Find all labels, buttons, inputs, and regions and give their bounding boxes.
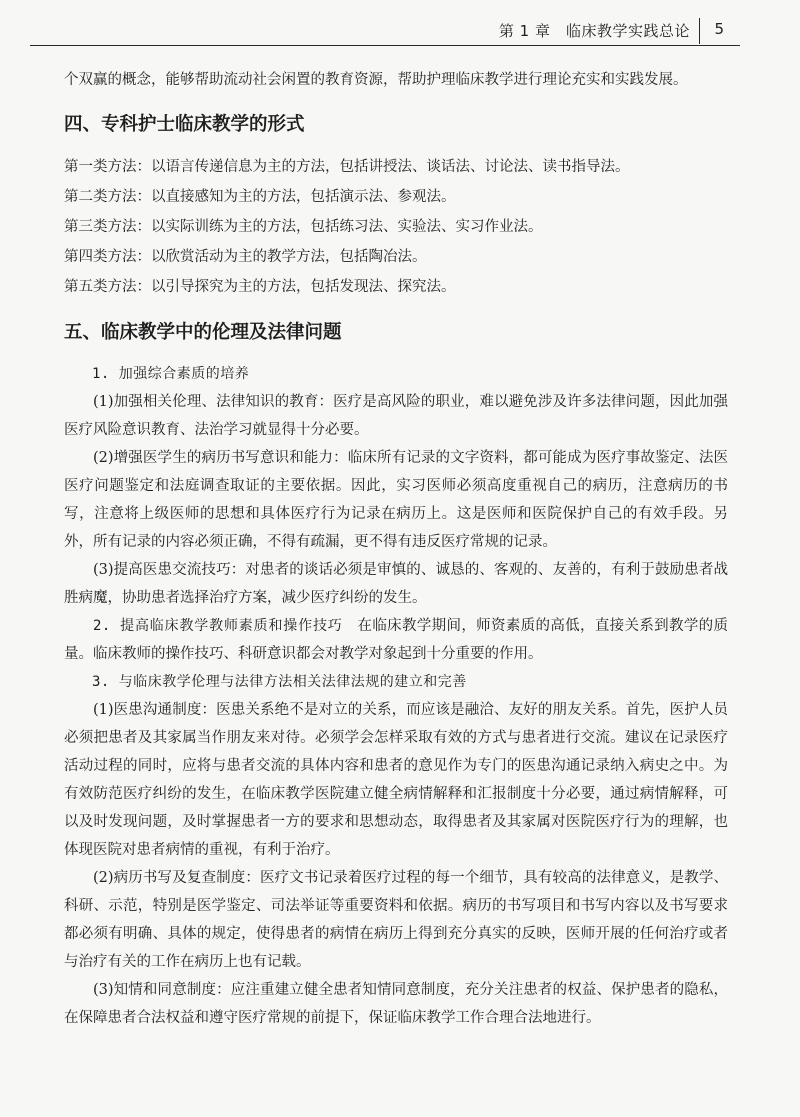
method-item: 第五类方法：以引导探究为主的方法，包括发现法、探究法。 [64, 279, 456, 295]
page-number: 5 [714, 20, 724, 38]
paragraph: (2)增强医学生的病历书写意识和能力：临床所有记录的文字资料，都可能成为医疗事故鉴定、法医医疗问题鉴定和法庭调查取证的主要依据。因此，实习医师必须高度重视自己的病历，注意病历的书写，注意将上级医师的思想和具体医疗行为记录在病历上。这是医师和医院保护自己的有效手段。另外，所有记录的内容必须正确，不得有疏漏，更不得有违反医疗常规的记录。 [64, 450, 728, 550]
header-separator [699, 18, 700, 44]
subsection-1-heading: 1. 加强综合素质的培养 [92, 366, 250, 382]
intro-paragraph: 个双赢的概念，能够帮助流动社会闲置的教育资源，帮助护理临床教学进行理论充实和实践发展。 [64, 72, 688, 88]
paragraph: (3)提高医患交流技巧：对患者的谈话必须是审慎的、诚恳的、客观的、友善的，有利于鼓励患者战胜病魔，协助患者选择治疗方案，减少医疗纠纷的发生。 [64, 562, 728, 606]
section-5-title: 五、临床教学中的伦理及法律问题 [64, 322, 342, 343]
page-body [64, 66, 728, 1032]
subsection-3-heading: 3. 与临床教学伦理与法律方法相关法律法规的建立和完善 [92, 674, 467, 690]
paragraph: (1)医患沟通制度：医患关系绝不是对立的关系，而应该是融洽、友好的朋友关系。首先，医护人员必须把患者及其家属当作朋友来对待。必须学会怎样采取有效的方式与患者进行交流。建议在记录医疗活动过程的同时，应将与患者交流的具体内容和患者的意见作为专门的医患沟通记录纳入病史之中。为有效防范医疗纠纷的发生，在临床教学医院建立健全病情解释和汇报制度十分必要，通过病情解释，可以及时发现问题，及时掌握患者一方的要求和思想动态，取得患者及其家属对医院医疗行为的理解，也体现医院对患者病情的重视，有利于治疗。 [64, 702, 728, 858]
paragraph: (2)病历书写及复查制度：医疗文书记录着医疗过程的每一个细节，具有较高的法律意义，是教学、科研、示范，特别是医学鉴定、司法举证等重要资料和依据。病历的书写项目和书写内容以及书写要求都必须有明确、具体的规定，使得患者的病情在病历上得到充分真实的反映，医师开展的任何治疗或者与治疗有关的工作在病历上也有记载。 [64, 870, 728, 970]
method-item: 第一类方法：以语言传递信息为主的方法，包括讲授法、谈话法、讨论法、读书指导法。 [64, 159, 630, 175]
section-4-title: 四、专科护士临床教学的形式 [64, 114, 305, 135]
method-item: 第四类方法：以欣赏活动为主的教学方法，包括陶冶法。 [64, 249, 427, 265]
method-item: 第二类方法：以直接感知为主的方法，包括演示法、参观法。 [64, 189, 456, 205]
paragraph: (1)加强相关伦理、法律知识的教育：医疗是高风险的职业，难以避免涉及许多法律问题，因此加强医疗风险意识教育、法治学习就显得十分必要。 [64, 394, 728, 438]
header-rule [30, 45, 740, 46]
chapter-title: 第 1 章 临床教学实践总论 [498, 22, 690, 40]
subsection-2-text: 在临床教学期间，师资素质的高低，直接关系到教学的质量。临床教师的操作技巧、科研意识都会对教学对象起到十分重要的作用。 [64, 618, 729, 662]
subsection-2-paragraph [64, 612, 728, 668]
subsection-2-heading: 2. 提高临床教学教师素质和操作技巧 [93, 618, 343, 634]
paragraph: (3)知情和同意制度：应注重建立健全患者知情同意制度，充分关注患者的权益、保护患者的隐私，在保障患者合法权益和遵守医疗常规的前提下，保证临床教学工作合理合法地进行。 [64, 982, 728, 1026]
running-header [0, 18, 800, 46]
method-item: 第三类方法：以实际训练为主的方法，包括练习法、实验法、实习作业法。 [64, 219, 543, 235]
